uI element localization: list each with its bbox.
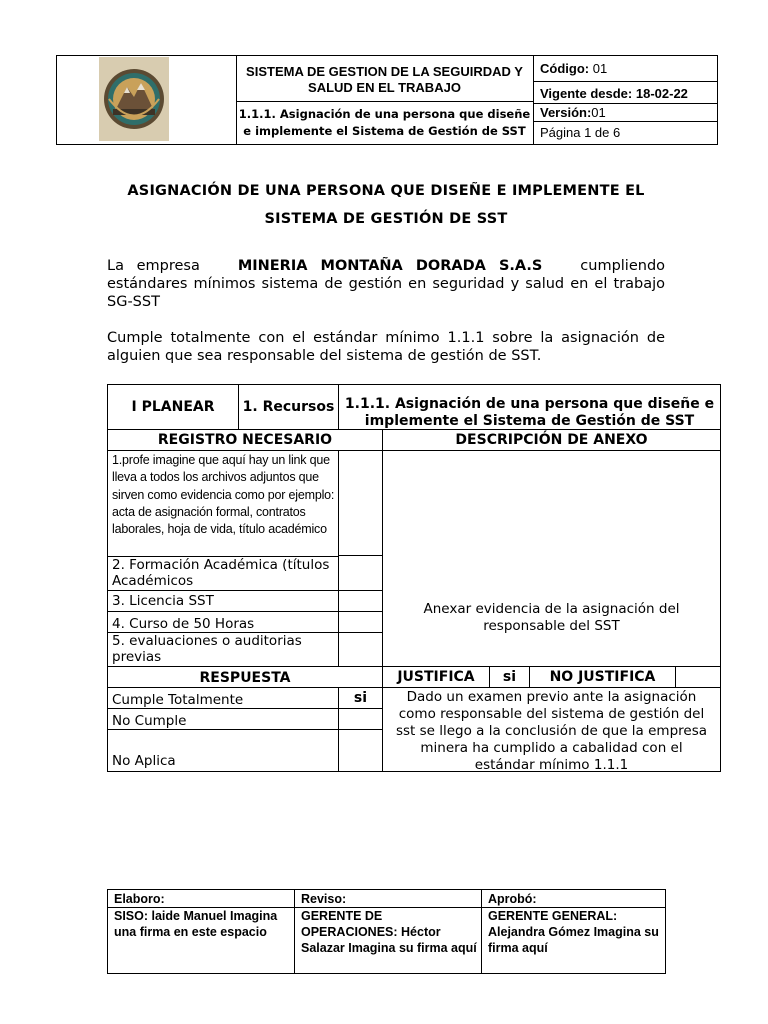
reviso-signature: GERENTE DE OPERACIONES: Héctor Salazar Imagina su firma aquí [294, 907, 482, 974]
elaboro-signature: SISO: laide Manuel Imagina una firma en este espacio [107, 907, 295, 974]
codigo-value: 01 [592, 61, 608, 76]
respuesta-no-cumple-mark [338, 708, 383, 730]
intro-prefix: La empresa [107, 258, 200, 274]
document-title-line-1: ASIGNACIÓN DE UNA PERSONA QUE DISEÑE E IMPLEMENTE EL [127, 183, 645, 199]
respuesta-cumple-mark: si [338, 687, 383, 709]
registro-mark-1 [338, 450, 383, 556]
respuesta-no-cumple: No Cumple [107, 708, 339, 730]
registro-item-2: 2. Formación Académica (títulos Académicos [107, 556, 339, 591]
respuesta-cumple: Cumple Totalmente [107, 687, 339, 709]
elaboro-label: Elaboro: [107, 889, 295, 908]
standard-cell: 1.1.1. Asignación de una persona que diseñe e implemente el Sistema de Gestión de SST [338, 384, 721, 430]
registro-item-1[interactable]: 1.profe imagine que aquí hay un link que lleva a todos los archivos adjuntos que sirven como evidencia como por ejemplo: acta de asignación formal, contratos laborales, hoja de vida, título académico [107, 450, 339, 557]
aprobo-label: Aprobó: [481, 889, 666, 908]
intro-suffix: cumpliendo estándares mínimos sistema de gestión en seguridad y salud en el trabajo SG-SST [107, 258, 666, 310]
descripcion-header: DESCRIPCIÓN DE ANEXO [382, 429, 721, 451]
aprobo-signature: GERENTE GENERAL: Alejandra Gómez Imagina su firma aquí [481, 907, 666, 974]
justifica-value: si [489, 666, 530, 688]
vigente-label: Vigente desde: [540, 86, 633, 101]
no-justifica-label: NO JUSTIFICA [529, 666, 676, 688]
logo-cell [57, 56, 237, 144]
registro-mark-4 [338, 611, 383, 633]
justificacion-cell: Dado un examen previo ante la asignación como responsable del sistema de gestión del sst se llego a la conclusión de que la empresa minera ha cumplido a cabalidad con el estándar mínimo 1.1.1 [382, 687, 721, 772]
registro-mark-3 [338, 590, 383, 612]
descripcion-cell: Anexar evidencia de la asignación del responsable del SST [382, 450, 721, 667]
standard-table [107, 384, 721, 772]
signature-table [107, 889, 666, 974]
compliance-paragraph: Cumple totalmente con el estándar mínimo 1.1.1 sobre la asignación de alguien que sea responsable del sistema de gestión de SST. [107, 330, 665, 364]
respuesta-no-aplica-mark [338, 729, 383, 772]
document-title-line-2: SISTEMA DE GESTIÓN DE SST [264, 211, 508, 227]
registro-header: REGISTRO NECESARIO [107, 429, 383, 451]
codigo-label: Código: [540, 61, 590, 76]
vigente-field [534, 82, 717, 104]
respuesta-header: RESPUESTA [107, 666, 383, 688]
vigente-value: 18-02-22 [635, 86, 688, 101]
registro-item-3: 3. Licencia SST [107, 590, 339, 612]
registro-item-4: 4. Curso de 50 Horas [107, 611, 339, 633]
no-justifica-value [675, 666, 721, 688]
company-name: MINERIA MONTAÑA DORADA S.A.S [237, 258, 543, 274]
page-number: Página 1 de 6 [540, 125, 621, 140]
registro-item-5: 5. evaluaciones o auditorias previas [107, 632, 339, 667]
registro-mark-2 [338, 556, 383, 591]
registro-mark-5 [338, 632, 383, 667]
intro-paragraph [107, 257, 665, 311]
codigo-field [534, 56, 717, 82]
respuesta-no-aplica: No Aplica [107, 729, 339, 772]
phase-cell: I PLANEAR [107, 384, 239, 430]
company-logo [99, 57, 169, 141]
reviso-label: Reviso: [294, 889, 482, 908]
version-value: 01 [591, 105, 606, 120]
header-subtitle: 1.1.1. Asignación de una persona que diseñe e implemente el Sistema de Gestión de SST [236, 102, 534, 144]
version-field [534, 104, 717, 122]
document-header [56, 55, 718, 145]
system-title: SISTEMA DE GESTION DE LA SEGUIRDAD Y SALUD EN EL TRABAJO [236, 56, 534, 102]
version-label: Versión: [540, 105, 592, 120]
category-cell: 1. Recursos [238, 384, 339, 430]
justifica-label: JUSTIFICA [382, 666, 490, 688]
